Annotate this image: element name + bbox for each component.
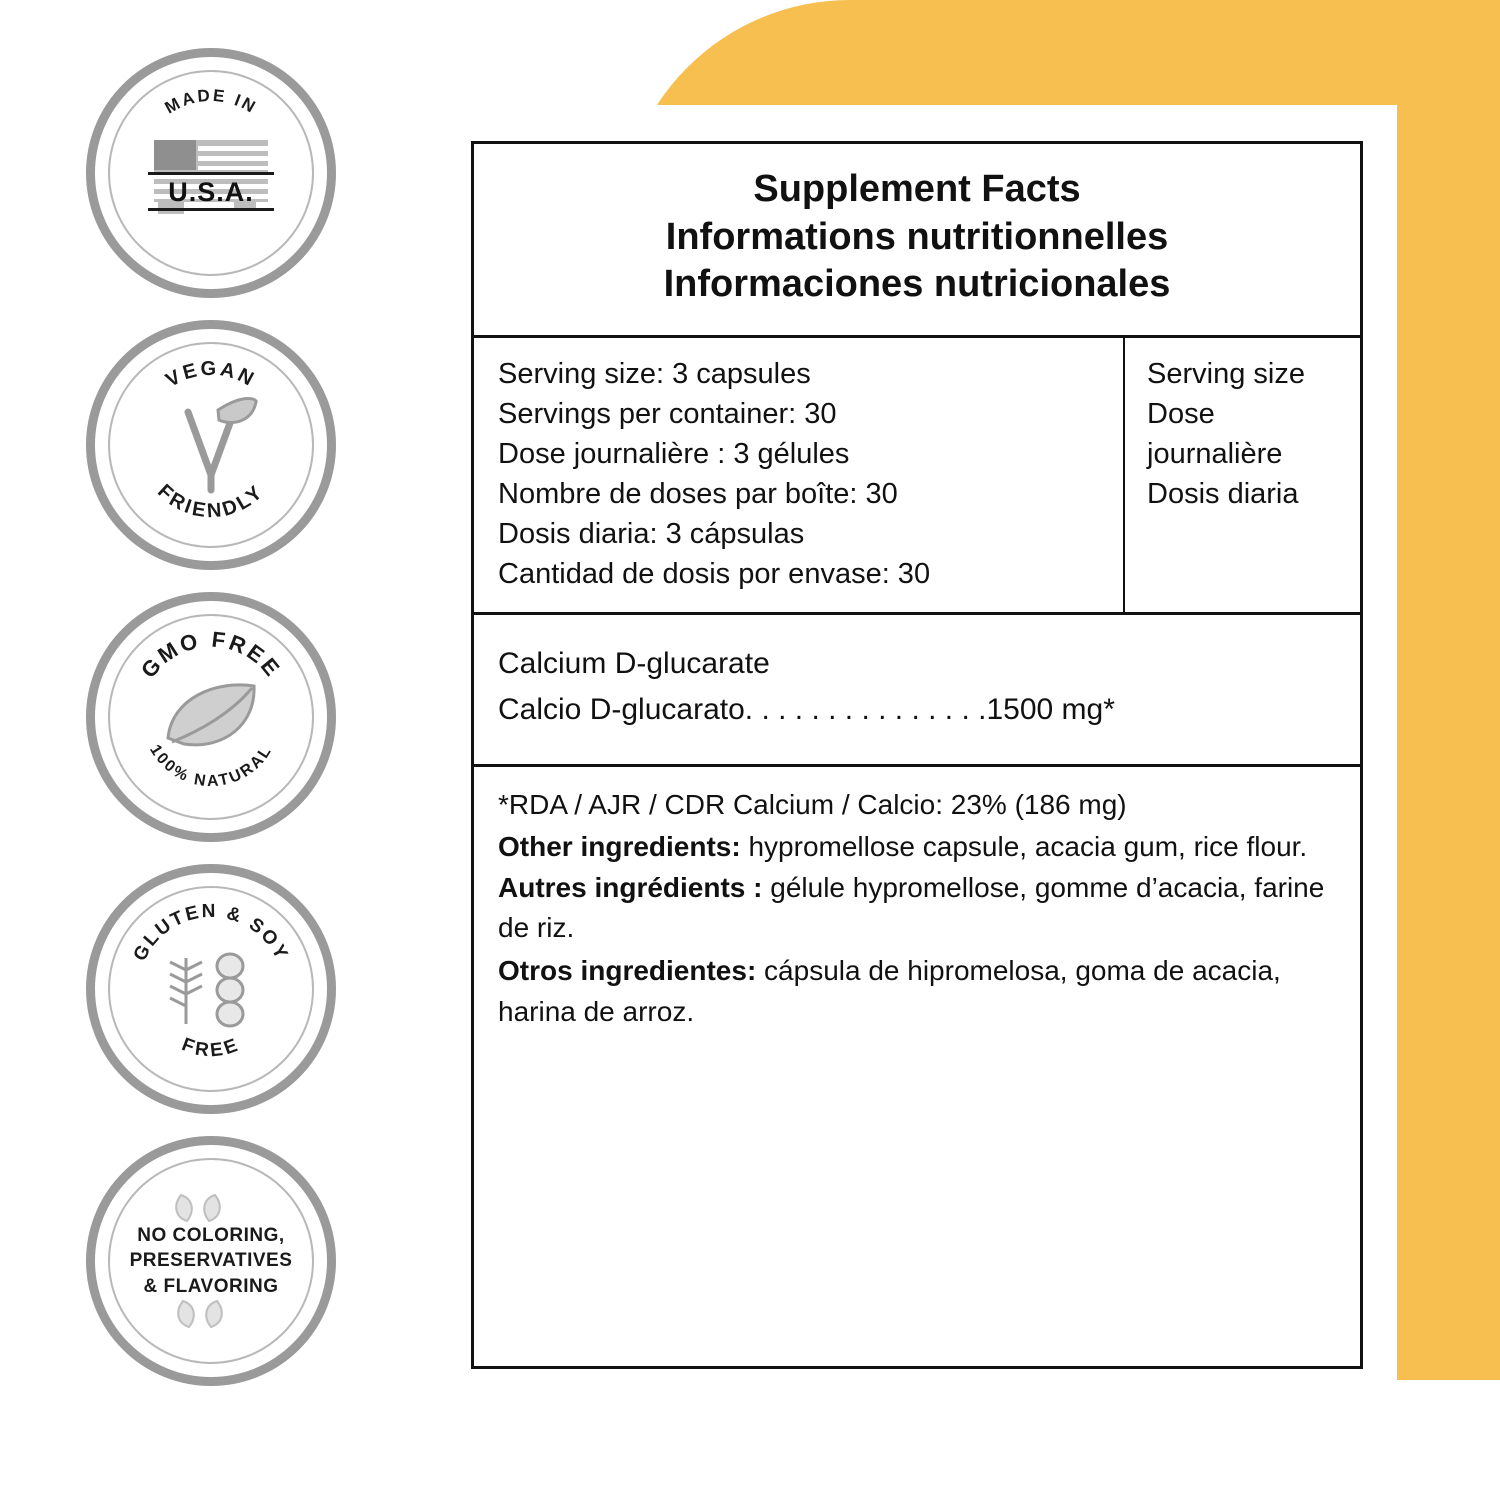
other-ingredients-label-spanish: Otros ingredientes:: [498, 954, 757, 986]
ingredient-amount-row: [474, 615, 1360, 767]
serving-label: Dose journalière: [1147, 397, 1283, 470]
supplement-facts-panel: [437, 105, 1397, 1405]
footnote-row: [474, 767, 1360, 1366]
leaf-icon: [106, 612, 316, 822]
ingredient-name-amount: Calcio D-glucarato. . . . . . . . . . . . . . .1500 mg*: [498, 693, 1115, 727]
facts-title-english: Supplement Facts: [753, 168, 1081, 210]
serving-line: Cantidad de dosis por envase: 30: [498, 557, 931, 590]
serving-line: Dose journalière : 3 gélules: [498, 437, 850, 470]
other-ingredients-label-french: Autres ingrédients :: [498, 871, 763, 903]
certification-badge-column: [86, 48, 346, 1386]
badge-gluten-soy-free: [86, 864, 336, 1114]
badge-text-line-1: NO COLORING,: [137, 1224, 285, 1246]
badge-center-text: U.S.A.: [168, 177, 254, 207]
serving-line: Serving size: 3 capsules: [498, 357, 811, 390]
leaves-icon: [95, 1145, 305, 1355]
badge-arc-text-top: VEGAN: [162, 357, 260, 392]
supplement-facts-box: [471, 141, 1363, 1369]
rda-footnote: *RDA / AJR / CDR Calcium / Calcio: 23% (186 mg): [498, 788, 1127, 820]
badge-arc-text-bottom: FRIENDLY: [153, 480, 269, 523]
serving-line: Dosis diaria: 3 cápsulas: [498, 517, 805, 550]
other-ingredients-paragraph: [498, 827, 1338, 949]
vegan-leaf-icon: [106, 340, 316, 550]
other-ingredients-paragraph-spanish: [498, 951, 1338, 1032]
badge-arc-text-top: GMO FREE: [135, 626, 287, 683]
svg-text:FREE: [179, 1034, 243, 1061]
serving-information-row: [474, 338, 1360, 615]
serving-line: Nombre de doses par boîte: 30: [498, 477, 898, 510]
badge-arc-text: MADE IN: [161, 85, 261, 118]
badge-text-line-2: PRESERVATIVES: [129, 1250, 293, 1272]
serving-line: Servings per container: 30: [498, 397, 837, 430]
badge-gmo-free: [86, 592, 336, 842]
svg-text:100% NATURAL: [146, 742, 276, 790]
svg-text:GMO FREE: [136, 627, 286, 683]
serving-label: Dosis diaria: [1147, 477, 1299, 510]
other-ingredients-text-spanish: cápsula de hipromelosa, goma de acacia, harina de arroz.: [498, 954, 1281, 1027]
wheat-soy-icon: [106, 884, 316, 1094]
serving-label: Serving size: [1147, 357, 1305, 390]
ingredient-name-english: Calcium D-glucarate: [498, 646, 770, 680]
usa-map-flag-icon: [106, 68, 316, 278]
facts-title-spanish: Informaciones nutricionales: [663, 263, 1171, 305]
badge-arc-text-top: GLUTEN & SOY: [129, 900, 293, 965]
badge-arc-text-bottom: 100% NATURAL: [146, 741, 276, 791]
badge-arc-text-bottom: FREE: [178, 1034, 244, 1062]
svg-text:VEGAN: [162, 358, 259, 392]
svg-text:MADE IN: [162, 86, 261, 118]
badge-made-in-usa: [86, 48, 336, 298]
other-ingredients-text-english: hypromellose capsule, acacia gum, rice flour.: [740, 831, 1308, 863]
facts-title-french: Informations nutritionnelles: [665, 215, 1169, 258]
badge-vegan-friendly: [86, 320, 336, 570]
serving-labels-column: [1125, 338, 1360, 612]
serving-details-column: [474, 338, 1125, 612]
svg-text:GLUTEN & SOY: [130, 901, 293, 965]
badge-no-coloring-preservatives-flavoring: [86, 1136, 336, 1386]
badge-text-line-3: & FLAVORING: [143, 1275, 279, 1297]
other-ingredients-text-french: gélule hypromellose, gomme d’acacia, farine de riz.: [498, 871, 1325, 944]
other-ingredients-label-english: Other ingredients:: [498, 831, 741, 863]
supplement-facts-header: [474, 144, 1360, 338]
